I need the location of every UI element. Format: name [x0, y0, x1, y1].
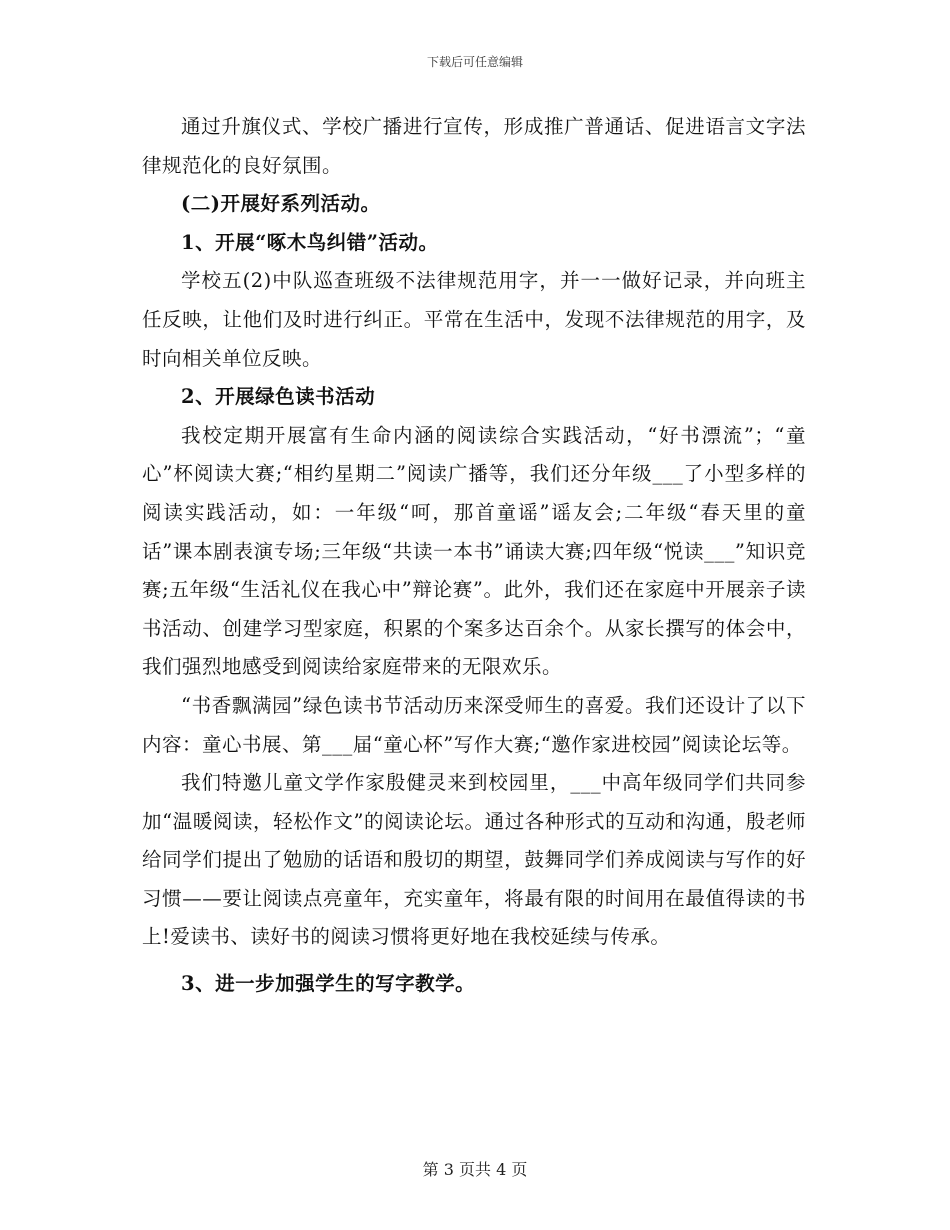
document-body [142, 108, 806, 1004]
paragraph-publicity: 通过升旗仪式、学校广播进行宣传，形成推广普通话、促进语言文字法律规范化的良好氛围。 [142, 115, 806, 177]
paragraph-reading-activities: 我校定期开展富有生命内涵的阅读综合实践活动，“好书漂流”；“童心”杯阅读大赛;“相约星期二”阅读广播等，我们还分年级___了小型多样的阅读实践活动，如：一年级“呵，那首童谣”谣友会;二年级“春天里的童话”课本剧表演专场;三年级“共读一本书”诵读大赛;四年级“悦读___”知识竞赛;五年级“生活礼仪在我心中”辩论赛”。此外，我们还在家庭中开展亲子读书活动、创建学习型家庭，积累的个案多达百余个。从家长撰写的体会中，我们强烈地感受到阅读给家庭带来的无限欢乐。 [142, 423, 806, 679]
subheading-woodpecker: 1、开展“啄木鸟纠错”活动。 [181, 230, 439, 254]
page-header: 下载后可任意编辑 [426, 55, 523, 69]
page-number: 第 3 页共 4 页 [422, 1160, 528, 1179]
section-heading-activities: (二)开展好系列活动。 [181, 192, 381, 216]
paragraph-author-visit: 我们特邀儿童文学作家殷健灵来到校园里，___中高年级同学们共同参加“温暖阅读，轻松作文”的阅读论坛。通过各种形式的互动和沟通，殷老师给同学们提出了勉励的话语和殷切的期望，鼓舞同学们养成阅读与写作的好习惯——要让阅读点亮童年，充实童年，将最有限的时间用在最值得读的书上!爱读书、读好书的阅读习惯将更好地在我校延续与传承。 [142, 771, 806, 949]
subheading-green-reading: 2、开展绿色读书活动 [181, 385, 376, 409]
paragraph-woodpecker: 学校五(2)中队巡查班级不法律规范用字，并一一做好记录，并向班主任反映，让他们及时进行纠正。平常在生活中，发现不法律规范的用字，及时向相关单位反映。 [142, 269, 806, 370]
paragraph-reading-festival: “书香飘满园”绿色读书节活动历来深受师生的喜爱。我们还设计了以下内容：童心书展、第___届“童心杯”写作大赛;“邀作家进校园”阅读论坛等。 [142, 693, 806, 756]
subheading-writing: 3、进一步加强学生的写字教学。 [181, 972, 476, 996]
